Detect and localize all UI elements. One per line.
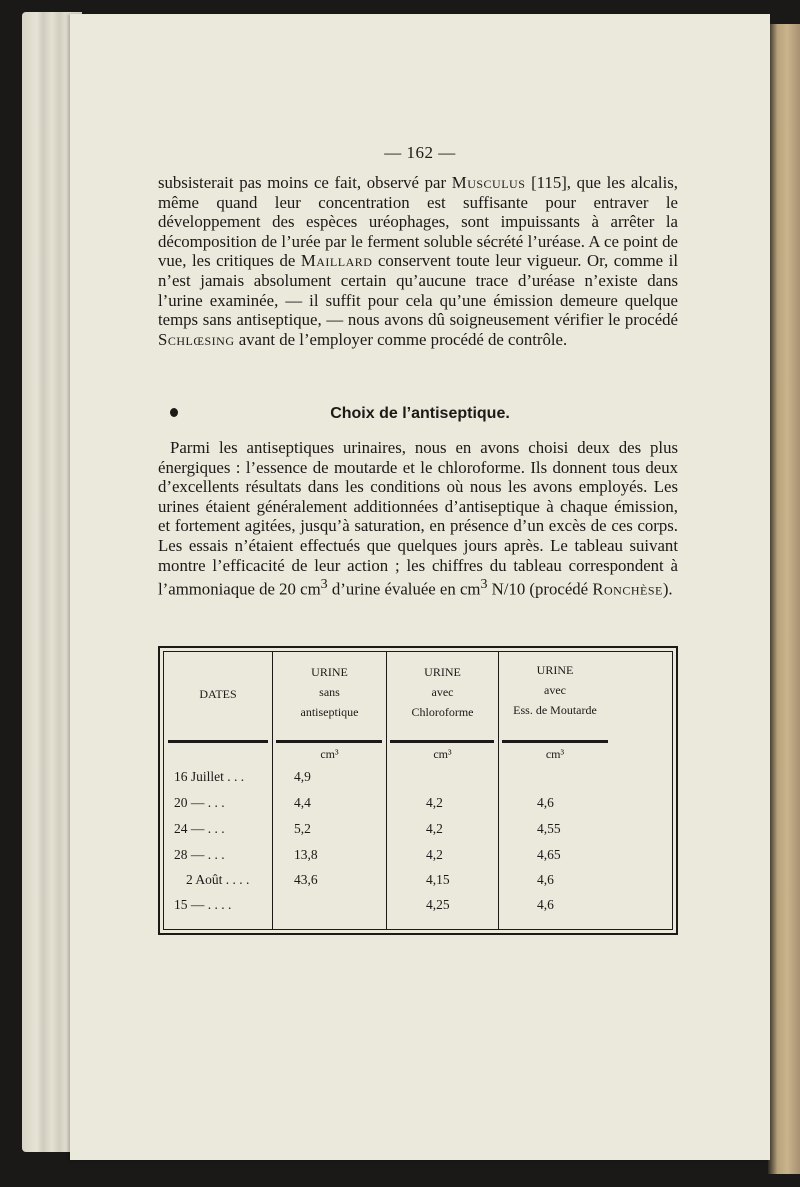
value-cell: 4,2 (426, 821, 443, 836)
value-cell: 4,6 (537, 795, 554, 810)
value-cell: 13,8 (294, 847, 318, 862)
header-line: URINE (536, 663, 574, 677)
header-sans-antiseptique (273, 662, 386, 722)
table-row (164, 847, 672, 871)
table-frame (163, 651, 673, 930)
para1-seg: [115], que les alcalis, même quand leur concentration est suffisante pour entraver le développement des espèces uréophages, sont impuissants à arrêter la décomposition de l’urée par le ferment soluble sécrété l’uréase. A ce point de vue, les critiques de (158, 173, 678, 271)
para1-seg: avant de l’employer comme procédé de contrôle. (234, 329, 568, 349)
page-number: — 162 — (384, 143, 456, 162)
value-cell: 4,9 (294, 769, 311, 784)
author-name: Schlœsing (158, 329, 235, 349)
table-row (164, 872, 672, 896)
para2-seg: Parmi les antiseptiques urinaires, nous en avons choisi deux des plus énergiques : l’essence de moutarde et le chloroforme. Ils donnent tous deux d’excellents résultats dans les conditions où nous les avons employés. Les urines étaient généralement additionnées d’antiseptique à chaque émission, et fortement agitées, jusqu’à saturation, en présence d’un excès de ces corps. Les essais n’étaient effectués que quelques jours après. Le tableau suivant montre l’efficacité de leur action ; les chiffres du tableau correspondent à l’ammoniaque de 20 cm (158, 438, 678, 599)
header-line: URINE (424, 665, 461, 679)
value-cell: 4,2 (426, 795, 443, 810)
date-cell: 15 — . . . . (174, 897, 232, 912)
header-rule (502, 740, 608, 743)
header-rule (390, 740, 494, 743)
data-table (158, 646, 678, 935)
header-line: Chloroforme (411, 705, 474, 719)
header-rule (276, 740, 382, 743)
header-line: avec (431, 685, 454, 699)
header-line: antiseptique (300, 705, 359, 719)
value-cell: 43,6 (294, 872, 318, 887)
value-cell: 4,6 (537, 872, 554, 887)
table-row (164, 897, 672, 921)
para1-seg: conservent toute leur vigueur. Or, comme il n’est jamais absolument certain qu’aucune trace d’uréase n’existe dans l’urine examinée, — il suffit pour cela qu’une émission demeure quelque temps sans antiseptique, — nous avons dû soigneusement vérifier le procédé (158, 251, 678, 330)
value-cell: 4,2 (426, 847, 443, 862)
author-name: Musculus (451, 173, 526, 192)
header-dates (164, 684, 272, 704)
value-cell: 4,4 (294, 795, 311, 810)
header-moutarde (499, 660, 611, 720)
date-cell: 16 Juillet . . . (174, 769, 245, 784)
para2-seg: ). (662, 579, 673, 599)
date-cell: 24 — . . . (174, 821, 225, 836)
header-line: Ess. de Moutarde (513, 703, 597, 717)
para2-seg: N/10 (procédé (487, 579, 593, 599)
superscript: 3 (480, 577, 488, 593)
header-line: avec (544, 683, 566, 697)
value-cell: 4,25 (426, 897, 450, 912)
header-chloroforme (387, 662, 498, 722)
para1-seg: subsisterait pas moins ce fait, observé par (158, 173, 452, 192)
date-cell: 2 Août . . . . (186, 872, 250, 887)
value-cell: 5,2 (294, 821, 311, 836)
book-cover-edge (768, 24, 800, 1174)
paragraph-2 (158, 438, 678, 599)
paragraph-1 (158, 173, 678, 349)
header-line: sans (319, 685, 340, 699)
author-name: Ronchèse (592, 579, 663, 599)
unit-label: cm³ (320, 747, 339, 761)
unit-label: cm³ (433, 747, 452, 761)
date-cell: 28 — . . . (174, 847, 225, 862)
author-name: Maillard (300, 251, 373, 271)
table-row (164, 769, 672, 793)
table-row (164, 821, 672, 845)
section-heading: Choix de l’antiseptique. (330, 405, 510, 422)
header-line: DATES (199, 687, 237, 701)
table-row (164, 795, 672, 819)
value-cell: 4,15 (426, 872, 450, 887)
date-cell: 20 — . . . (174, 795, 225, 810)
value-cell: 4,55 (537, 821, 561, 836)
para2-seg: d’urine évaluée en cm (327, 579, 481, 599)
value-cell: 4,65 (537, 847, 561, 862)
unit-label: cm³ (545, 747, 565, 761)
header-rule (168, 740, 268, 743)
value-cell: 4,6 (537, 897, 554, 912)
header-line: URINE (311, 665, 348, 679)
superscript: 3 (320, 577, 328, 593)
